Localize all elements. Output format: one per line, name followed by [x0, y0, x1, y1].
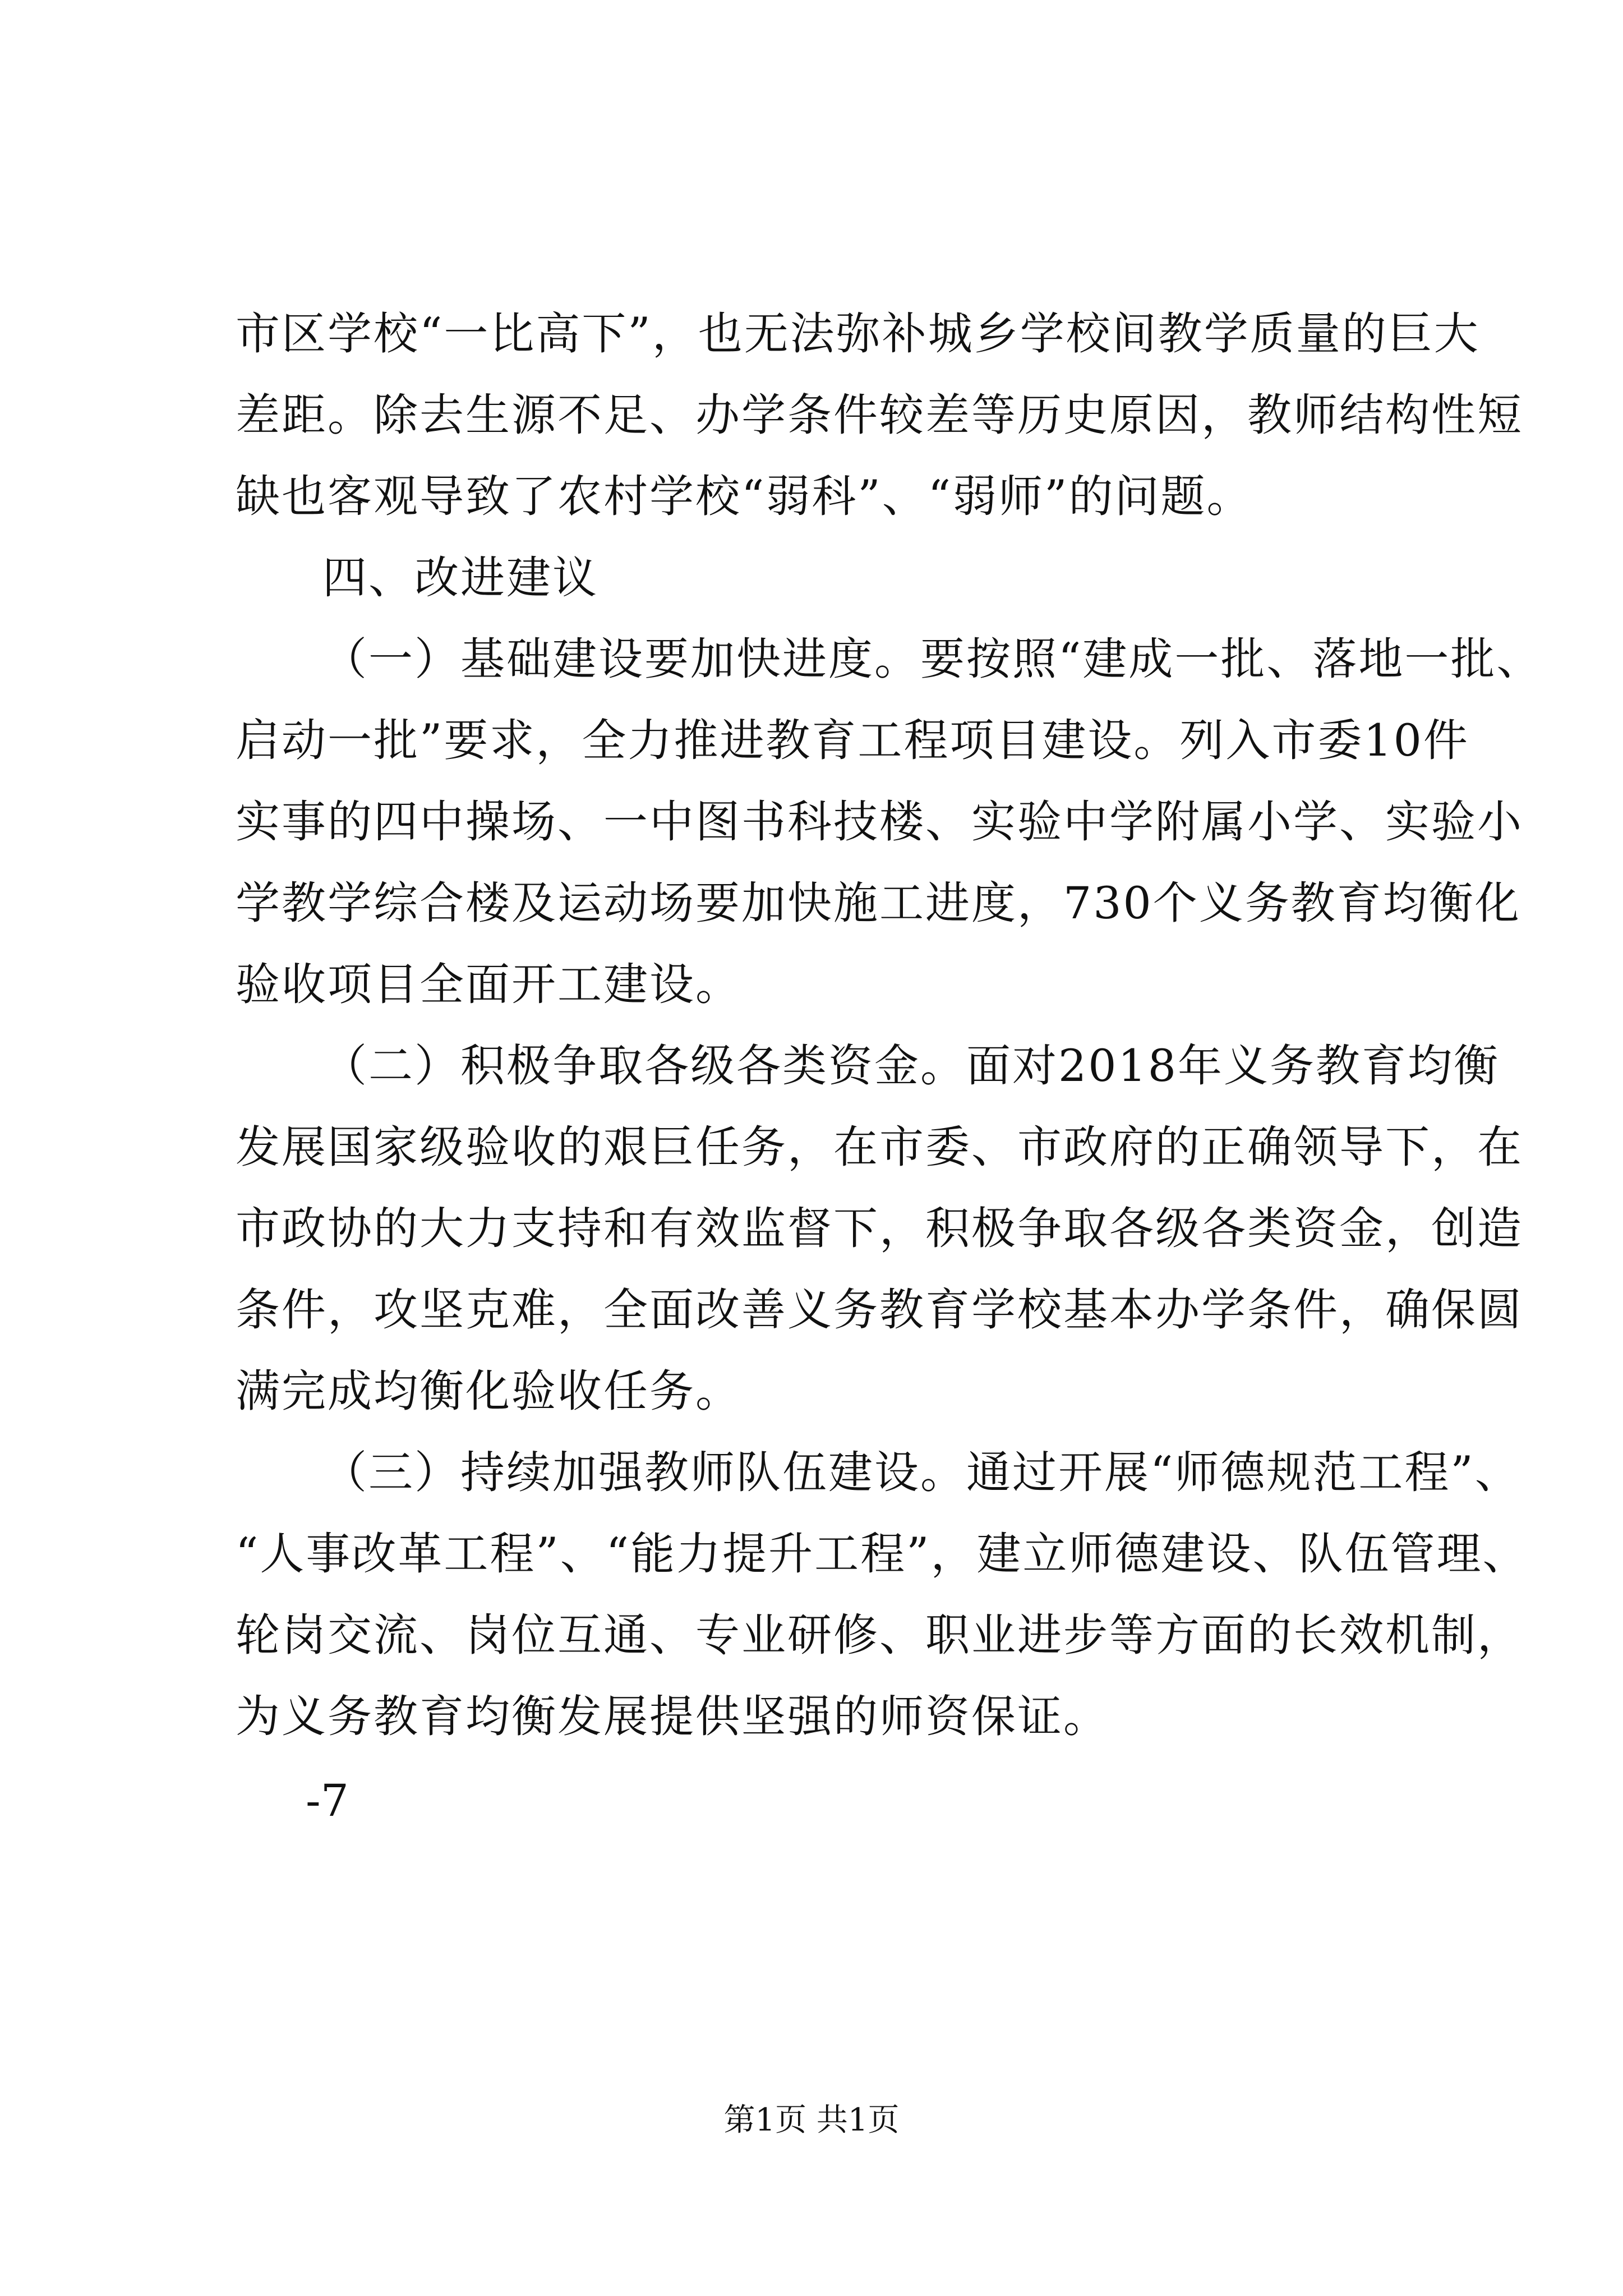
body-line: （一）基础建设要加快进度。要按照“建成一批、落地一批、	[322, 633, 1543, 685]
body-line: 满完成均衡化验收任务。	[236, 1365, 741, 1417]
body-line: （二）积极争取各级各类资金。面对2018年义务教育均衡	[322, 1040, 1500, 1092]
page-marker: -7	[306, 1775, 349, 1826]
body-line: 启动一批”要求，全力推进教育工程项目建设。列入市委10件	[236, 715, 1469, 766]
page-footer: 第1页 共1页	[723, 2102, 900, 2138]
body-line: “人事改革工程”、“能力提升工程”，建立师德建设、队伍管理、	[236, 1528, 1529, 1580]
body-line: 条件，攻坚克难，全面改善义务教育学校基本办学条件，确保圆	[236, 1284, 1523, 1336]
body-line: 实事的四中操场、一中图书科技楼、实验中学附属小学、实验小	[236, 796, 1523, 848]
body-line: 市政协的大力支持和有效监督下，积极争取各级各类资金，创造	[236, 1203, 1523, 1254]
body-line: 验收项目全面开工建设。	[236, 959, 741, 1010]
body-line: 轮岗交流、岗位互通、专业研修、职业进步等方面的长效机制，	[236, 1609, 1523, 1661]
section-heading: 四、改进建议	[322, 552, 598, 604]
body-line: 差距。除去生源不足、办学条件较差等历史原因，教师结构性短	[236, 389, 1523, 441]
body-line: 为义务教育均衡发展提供坚强的师资保证。	[236, 1691, 1109, 1742]
body-line: 发展国家级验收的艰巨任务，在市委、市政府的正确领导下，在	[236, 1121, 1523, 1173]
body-line: （三）持续加强教师队伍建设。通过开展“师德规范工程”、	[322, 1447, 1521, 1498]
body-line: 学教学综合楼及运动场要加快施工进度，730个义务教育均衡化	[236, 877, 1521, 929]
body-line: 缺也客观导致了农村学校“弱科”、“弱师”的问题。	[236, 471, 1253, 522]
body-line: 市区学校“一比高下”，也无法弥补城乡学校间教学质量的巨大	[236, 308, 1480, 360]
